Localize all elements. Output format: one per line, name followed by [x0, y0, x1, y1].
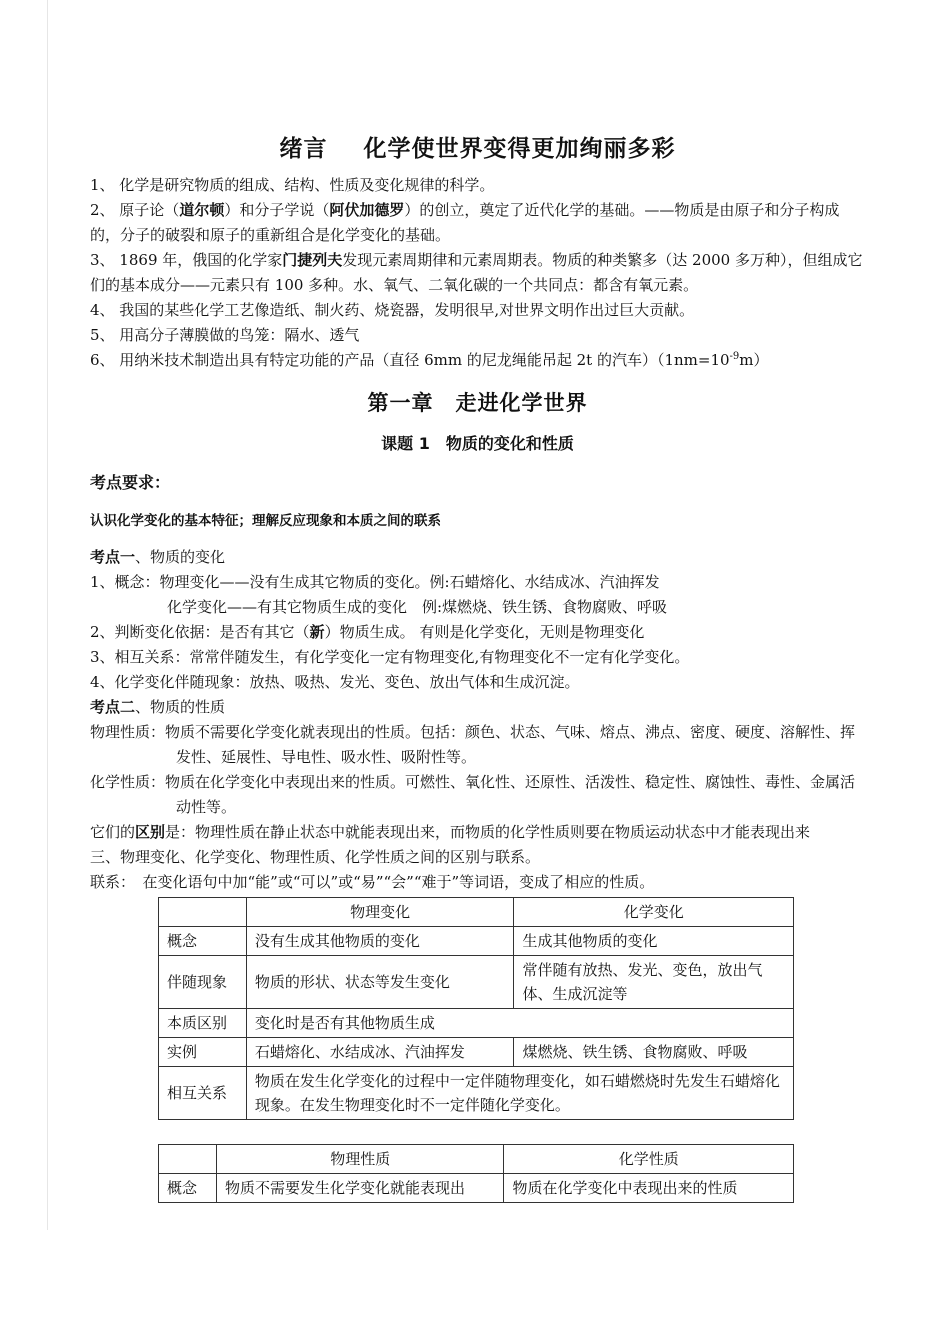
lesson-number: 课题 1 [381, 434, 430, 453]
point2-physical: 物理性质：物质不需要化学变化就表现出的性质。包括：颜色、状态、气味、熔点、沸点、密度、硬度、溶解性、挥发性、延展性、导电性、吸水性、吸附性等。 [90, 723, 856, 766]
row-label: 概念 [159, 927, 247, 956]
intro-title-left: 绪言 [279, 136, 328, 162]
point2-heading [90, 695, 865, 720]
table-cell: 物质在发生化学变化的过程中一定伴随物理变化，如石蜡燃烧时先发生石蜡熔化现象。在发生物理变化时不一定伴随化学变化。 [246, 1067, 793, 1120]
intro-item-2 [90, 198, 865, 248]
table-cell: 煤燃烧、铁生锈、食物腐败、呼吸 [514, 1038, 794, 1067]
avogadro-name: 阿伏加德罗 [329, 201, 405, 219]
point1-phenomena: 4、化学变化伴随现象：放热、吸热、发光、变色、放出气体和生成沉淀。 [90, 673, 580, 691]
table-cell: 物质不需要发生化学变化就能表现出 [216, 1174, 504, 1203]
point1-judge-text: 2、判断变化依据：是否有其它（ [90, 623, 310, 641]
table-cell [159, 898, 247, 927]
point1-concept-physical: 1、概念：物理变化——没有生成其它物质的变化。例:石蜡熔化、水结成冰、汽油挥发 [90, 573, 660, 591]
intro-item-1: 1、 化学是研究物质的组成、结构、性质及变化规律的科学。 [90, 176, 495, 194]
intro-item-3 [90, 248, 865, 298]
row-label: 相互关系 [159, 1067, 247, 1120]
table-row [159, 898, 794, 927]
chapter-number: 第一章 [367, 391, 434, 415]
header-physical-property: 物理性质 [216, 1145, 504, 1174]
row-label: 概念 [159, 1174, 217, 1203]
point2-title: 、物质的性质 [135, 698, 226, 716]
point2-difference-text: 它们的 [90, 823, 136, 841]
table-cell [159, 1145, 217, 1174]
change-comparison-table [158, 897, 794, 1120]
new-keyword: 新 [309, 623, 325, 641]
table-cell: 变化时是否有其他物质生成 [246, 1009, 793, 1038]
intro-item-6 [90, 348, 865, 373]
dalton-name: 道尔顿 [179, 201, 225, 219]
intro-item-3-text: 发现元素周期律和元素周期表。物质的种类繁多（达 2000 多万种），但组成它们的基本成分——元素只有 100 多种。水、氧气、二氧化碳的一个共同点：都含有氧元素。 [90, 251, 863, 294]
requirements-body: 认识化学变化的基本特征；理解反应现象和本质之间的联系 [90, 513, 441, 529]
intro-title [90, 130, 865, 163]
link-note: 联系： 在变化语句中加“能”或“可以”或“易”“会”“难于”等词语，变成了相应的性质。 [90, 873, 655, 891]
point2-chemical: 化学性质：物质在化学变化中表现出来的性质。可燃性、氧化性、还原性、活泼性、稳定性、腐蚀性、毒性、金属活动性等。 [90, 773, 856, 816]
table-cell: 石蜡熔化、水结成冰、汽油挥发 [246, 1038, 514, 1067]
row-label: 本质区别 [159, 1009, 247, 1038]
point1-judge-text: ）物质生成。 有则是化学变化，无则是物理变化 [324, 623, 645, 641]
point1-label: 考点一 [90, 548, 136, 566]
table-row [159, 1038, 794, 1067]
table-cell: 没有生成其他物质的变化 [246, 927, 514, 956]
document-page [90, 130, 865, 1203]
point1-concept-chemical: 化学变化——有其它物质生成的变化 例:煤燃烧、铁生锈、食物腐败、呼吸 [167, 598, 668, 616]
requirements-title: 考点要求： [90, 473, 171, 492]
row-label: 实例 [159, 1038, 247, 1067]
chapter-title [90, 387, 865, 417]
point1-relation: 3、相互关系：常常伴随发生，有化学变化一定有物理变化,有物理变化不一定有化学变化。 [90, 648, 690, 666]
row-label: 伴随现象 [159, 956, 247, 1009]
point1-title: 、物质的变化 [135, 548, 226, 566]
section-3-title: 三、物理变化、化学变化、物理性质、化学性质之间的区别与联系。 [90, 848, 541, 866]
point2-difference-text: 是：物理性质在静止状态中就能表现出来，而物质的化学性质则要在物质运动状态中才能表现出来 [165, 823, 811, 841]
exponent: -9 [729, 351, 740, 362]
point2-difference [90, 820, 865, 845]
table-row [159, 927, 794, 956]
intro-title-right: 化学使世界变得更加绚丽多彩 [363, 136, 676, 162]
table-cell: 物质的形状、状态等发生变化 [246, 956, 514, 1009]
lesson-title [90, 431, 865, 454]
intro-item-4: 4、 我国的某些化学工艺像造纸、制火药、烧瓷器，发明很早,对世界文明作出过巨大贡献。 [90, 301, 695, 319]
table-cell: 物质在化学变化中表现出来的性质 [504, 1174, 794, 1203]
header-physical-change: 物理变化 [246, 898, 514, 927]
point1-heading [90, 545, 865, 570]
intro-item-2-text: ）的创立，奠定了近代化学的基础。——物质是由原子和分子构成的，分子的破裂和原子的重新组合是化学变化的基础。 [90, 201, 840, 244]
intro-item-6-text: 6、 用纳米技术制造出具有特定功能的产品（直径 6mm 的尼龙绳能吊起 2t 的汽车）（1nm=10 [90, 351, 730, 369]
header-chemical-property: 化学性质 [504, 1145, 794, 1174]
point1-judge [90, 620, 865, 645]
intro-item-6-text: m） [739, 351, 769, 369]
intro-item-3-text: 3、 1869 年，俄国的化学家 [90, 251, 283, 269]
table-row [159, 1067, 794, 1120]
header-chemical-change: 化学变化 [514, 898, 794, 927]
page-margin-line [47, 0, 48, 1230]
table-row [159, 1145, 794, 1174]
table-cell: 生成其他物质的变化 [514, 927, 794, 956]
chapter-name: 走进化学世界 [455, 391, 588, 415]
lesson-name: 物质的变化和性质 [445, 434, 574, 453]
intro-item-2-text: 2、 原子论（ [90, 201, 180, 219]
intro-item-5: 5、 用高分子薄膜做的鸟笼：隔水、透气 [90, 326, 360, 344]
table-row [159, 1174, 794, 1203]
table-row [159, 956, 794, 1009]
table-cell: 常伴随有放热、发光、变色，放出气体、生成沉淀等 [514, 956, 794, 1009]
intro-item-2-text: ）和分子学说（ [224, 201, 330, 219]
point2-label: 考点二 [90, 698, 136, 716]
table-row [159, 1009, 794, 1038]
mendeleev-name: 门捷列夫 [282, 251, 343, 269]
property-comparison-table [158, 1144, 794, 1203]
difference-keyword: 区别 [135, 823, 166, 841]
